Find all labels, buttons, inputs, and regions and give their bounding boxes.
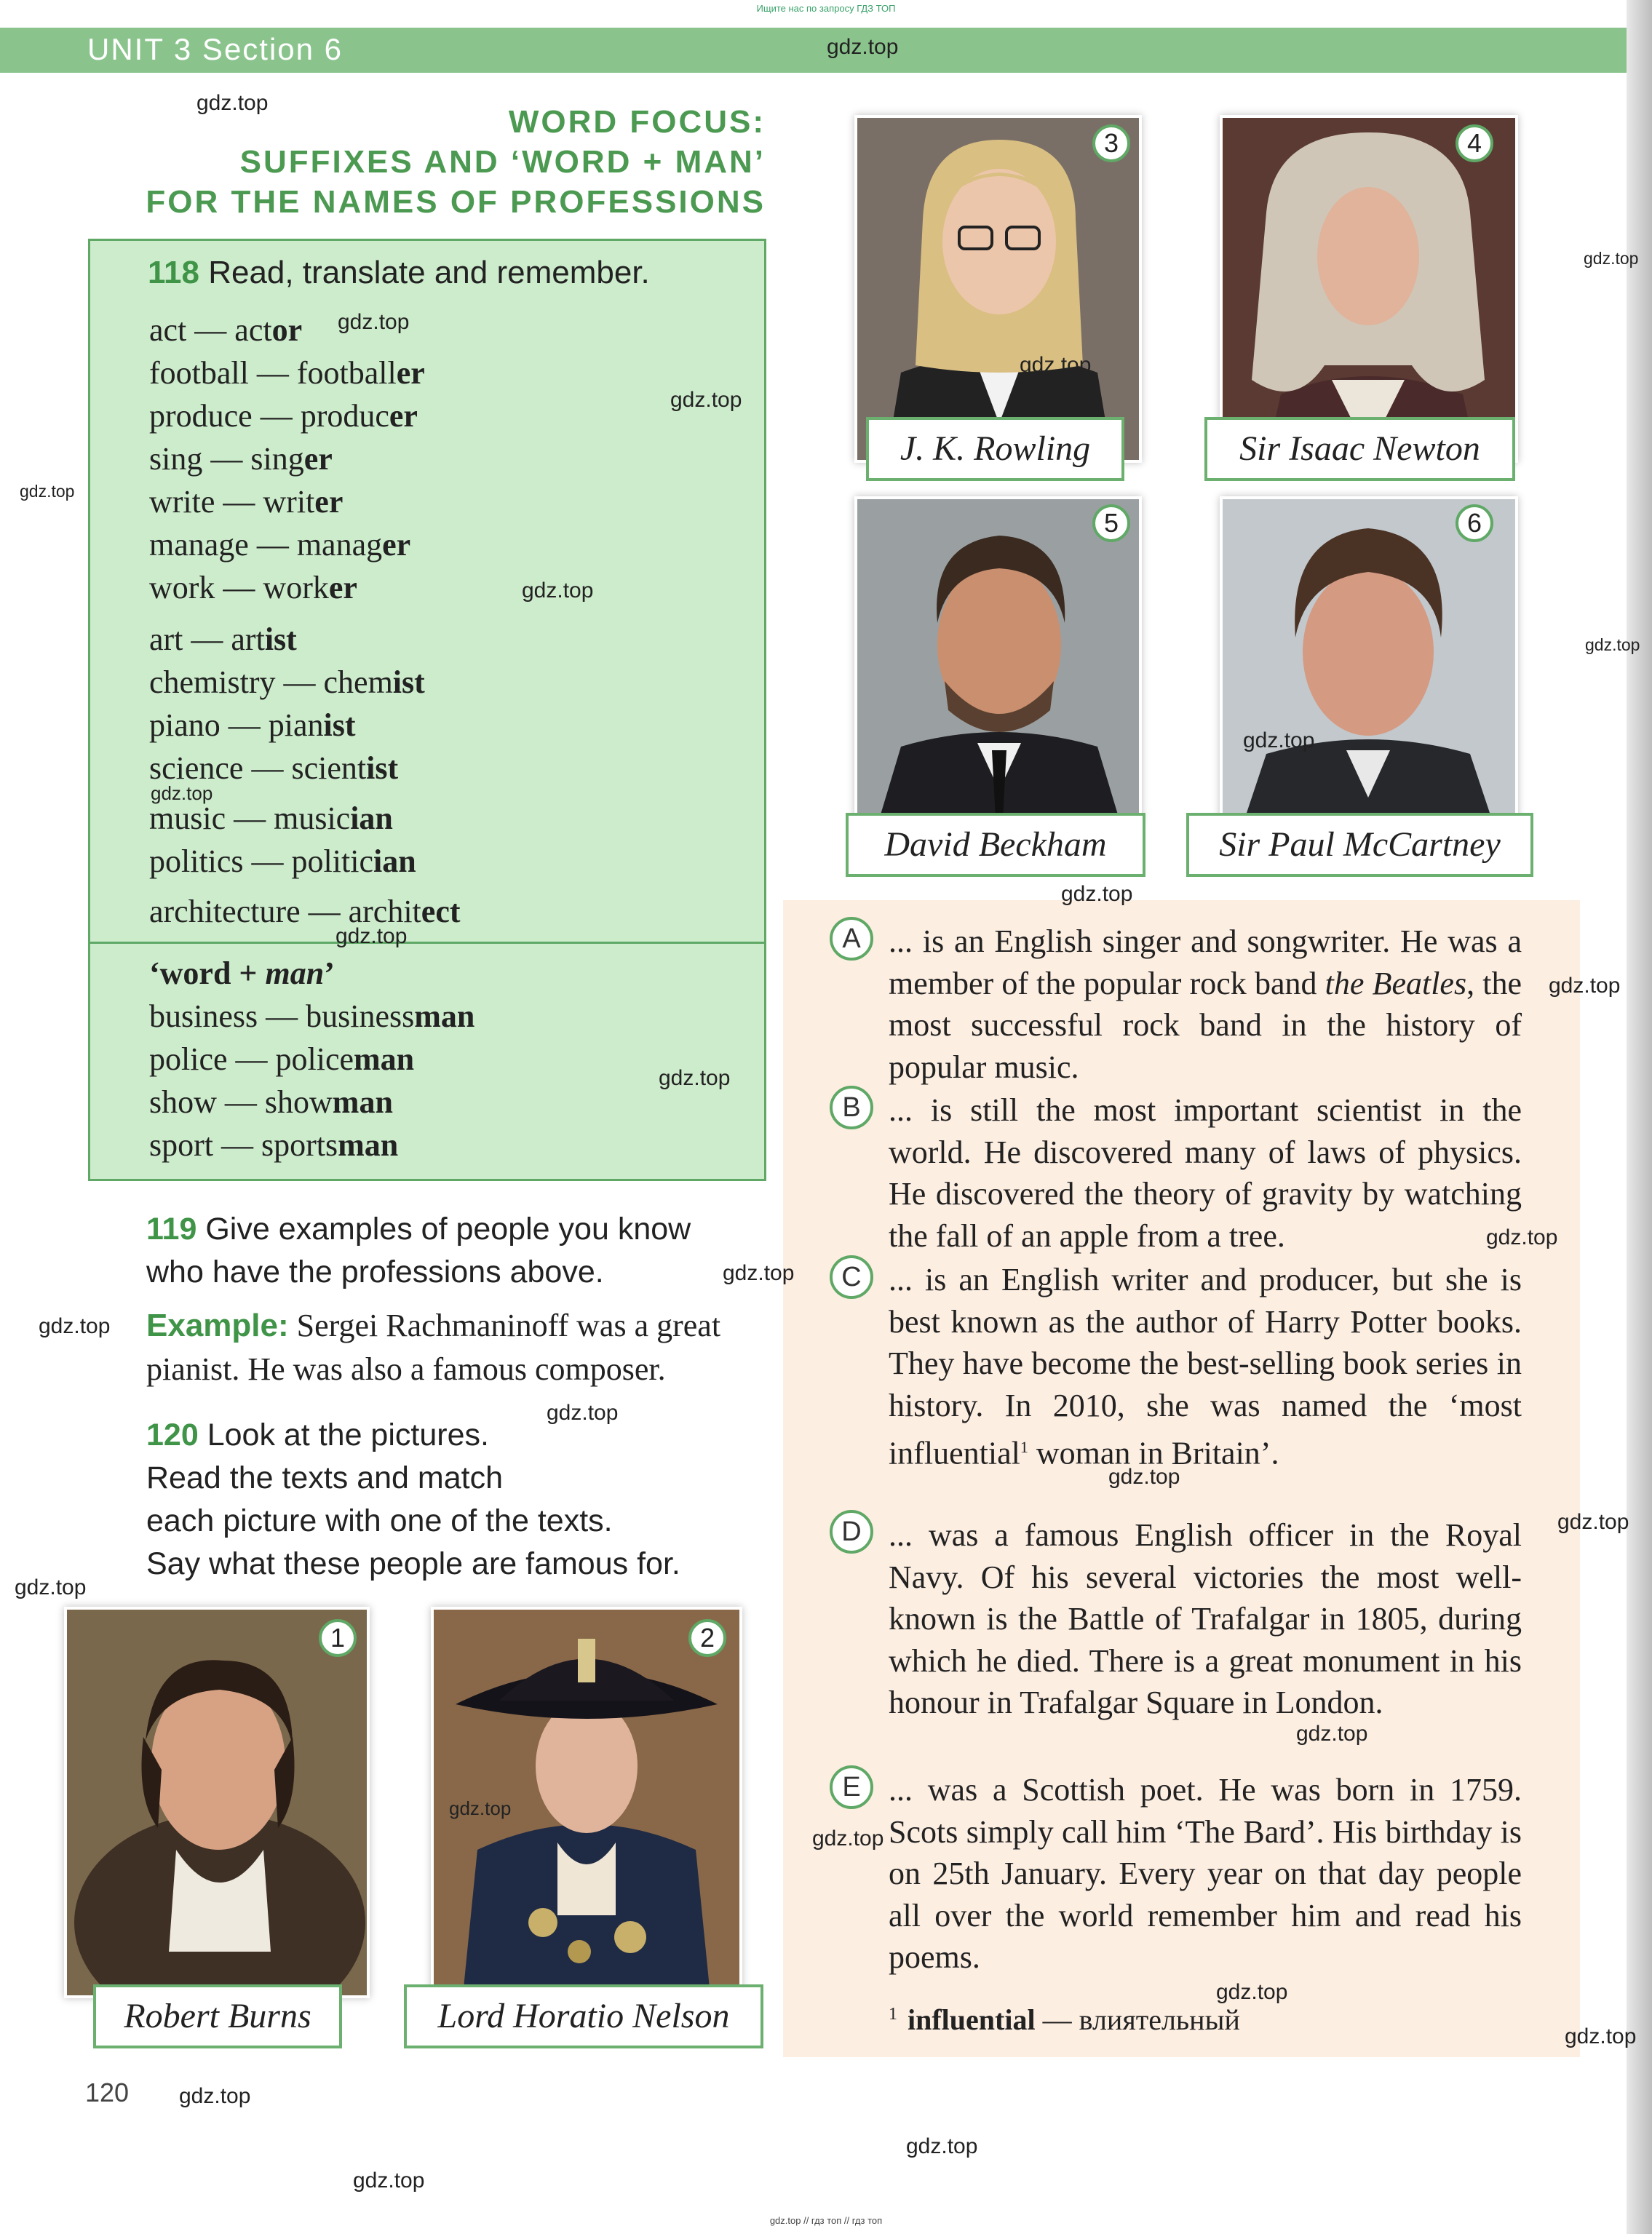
watermark: gdz.top [1565, 2024, 1637, 2048]
exercise-120-line-1: 120 Look at the pictures. [146, 1418, 489, 1452]
watermark: gdz.top [659, 1066, 731, 1090]
word-pair: sing — singer [149, 441, 333, 477]
watermark: gdz.top [1243, 728, 1315, 752]
caption-robert-burns: Robert Burns [93, 1984, 342, 2048]
caption-paul-mccartney: Sir Paul McCartney [1186, 813, 1533, 877]
text-a: ... is an English singer and songwriter. He was a member of the popular rock band the Beatles, the most successful rock band in the history of popular music. [889, 923, 1522, 1085]
portrait-paul-mccartney [1220, 496, 1518, 822]
caption-isaac-newton: Sir Isaac Newton [1204, 417, 1515, 481]
word-pair: science — scientist [149, 750, 399, 786]
portrait-robert-burns [64, 1607, 370, 1998]
page-number: 120 [85, 2078, 130, 2107]
section-heading [146, 102, 766, 222]
word-pair: produce — producer [149, 398, 418, 434]
text-b: ... is still the most important scientist in the world. He discovered many of laws of physics. He discovered the theory of gravity by watching the fall of an apple from a tree. [889, 1092, 1522, 1254]
word-pair: write — writer [149, 484, 343, 520]
example-line-2: pianist. He was also a famous composer. [146, 1351, 666, 1387]
word-man-heading: ‘word + man’ [149, 955, 335, 991]
watermark: gdz.top [1585, 635, 1640, 654]
portrait-david-beckham [854, 496, 1142, 822]
picture-number-badge: 1 [319, 1619, 357, 1657]
heading-line-3: FOR THE NAMES OF PROFESSIONS [146, 184, 766, 220]
watermark: gdz.top [1557, 1510, 1629, 1534]
watermark: gdz.top [1108, 1465, 1180, 1489]
unit-header: UNIT 3 Section 6 [87, 32, 343, 66]
box-divider [88, 942, 766, 944]
text-letter-badge: C [830, 1255, 873, 1299]
watermark: gdz.top [522, 579, 594, 603]
word-pair: police — policeman [149, 1041, 415, 1077]
bottom-notice: gdz.top // гдз топ // гдз топ [769, 2215, 883, 2226]
watermark: gdz.top [547, 1401, 619, 1425]
portrait-jk-rowling [854, 115, 1142, 463]
watermark: gdz.top [906, 2134, 978, 2158]
picture-number-badge: 3 [1092, 124, 1130, 162]
watermark: gdz.top [151, 782, 213, 804]
word-pair: art — artist [149, 621, 297, 657]
exercise-120 [146, 1414, 680, 1586]
watermark: gdz.top [1549, 974, 1621, 998]
text-d: ... was a famous English officer in the Royal Navy. Of his several victories the most well-known is the Battle of Trafalgar in 1805, during which he died. There is a great monument in his honour in Trafalgar Square in London. [889, 1517, 1522, 1720]
word-pair: football — footballer [149, 355, 425, 391]
watermark: gdz.top [1216, 1980, 1288, 2004]
watermark: gdz.top [353, 2169, 425, 2193]
picture-number-badge: 4 [1456, 124, 1493, 162]
word-pair: manage — manager [149, 527, 411, 563]
exercise-120-line-3: each picture with one of the texts. [146, 1503, 613, 1538]
page-edge-shadow [1627, 0, 1652, 2234]
exercise-119 [146, 1208, 691, 1294]
exercise-118-title [148, 255, 650, 291]
text-e: ... was a Scottish poet. He was born in 1759. Scots simply call him ‘The Bard’. His birthday is on 25th January. Every year on that day people all over the world remember him and read his poems. [889, 1772, 1522, 1975]
watermark: gdz.top [723, 1261, 795, 1285]
portrait-isaac-newton [1220, 115, 1518, 463]
exercise-number: 118 [148, 255, 199, 290]
watermark: gdz.top [39, 1314, 111, 1338]
watermark: gdz.top [15, 1575, 87, 1599]
exercise-instruction: Read, translate and remember. [208, 255, 650, 290]
footnote: $^1$ influential — влиятельный [889, 2003, 1240, 2036]
watermark: gdz.top [1296, 1722, 1368, 1746]
heading-line-1: WORD FOCUS: [508, 104, 766, 140]
watermark: gdz.top [812, 1826, 884, 1851]
exercise-120-line-4: Say what these people are famous for. [146, 1546, 680, 1581]
picture-number-badge: 2 [688, 1619, 726, 1657]
suffix-word-list [149, 309, 461, 933]
watermark: gdz.top [670, 388, 742, 412]
exercise-119-line-1: 119 Give examples of people you know [146, 1212, 691, 1247]
top-notice: Ищите нас по запросу ГДЗ ТОП [756, 3, 896, 14]
caption-horatio-nelson: Lord Horatio Nelson [404, 1984, 763, 2048]
word-man-list [149, 952, 474, 1166]
exercise-120-line-2: Read the texts and match [146, 1460, 504, 1495]
word-pair: business — businessman [149, 998, 475, 1034]
unit-header-bar [0, 28, 1627, 73]
text-letter-badge: B [830, 1086, 873, 1129]
word-pair: sport — sportsman [149, 1127, 399, 1163]
word-pair: music — musician [149, 800, 393, 836]
word-pair: work — worker [149, 570, 357, 605]
example-line-1: Example: Sergei Rachmaninoff was a great [146, 1308, 721, 1343]
text-c: ... is an English writer and producer, but she is best known as the author of Harry Potter books. They have become the best-selling book series in history. In 2010, she was named the ‘most influential$^1$ woman in Britain’. [889, 1262, 1522, 1471]
watermark: gdz.top [1061, 882, 1133, 906]
watermark: gdz.top [1584, 249, 1639, 268]
picture-number-badge: 5 [1092, 504, 1130, 542]
watermark: gdz.top [179, 2084, 251, 2108]
caption-jk-rowling: J. K. Rowling [866, 417, 1124, 481]
caption-david-beckham: David Beckham [846, 813, 1145, 877]
watermark: gdz.top [338, 310, 410, 334]
text-letter-badge: E [830, 1765, 873, 1809]
watermark: gdz.top [20, 482, 75, 501]
word-pair: chemistry — chemist [149, 664, 425, 700]
word-pair: politics — politician [149, 843, 416, 879]
watermark: gdz.top [1486, 1225, 1558, 1249]
watermark: gdz.top [449, 1797, 512, 1819]
text-letter-badge: D [830, 1510, 873, 1554]
watermark: gdz.top [1020, 353, 1092, 377]
picture-number-badge: 6 [1456, 504, 1493, 542]
word-pair: act — actor [149, 312, 303, 348]
watermark: gdz.top [196, 91, 269, 115]
exercise-119-line-2: who have the professions above. [146, 1255, 604, 1289]
word-pair: show — showman [149, 1084, 393, 1120]
watermark: gdz.top [827, 35, 899, 59]
watermark: gdz.top [335, 924, 408, 948]
exercise-119-example [146, 1304, 720, 1391]
heading-line-2: SUFFIXES AND ‘WORD + MAN’ [239, 144, 766, 180]
text-letter-badge: A [830, 917, 873, 961]
word-pair: piano — pianist [149, 707, 356, 743]
word-pair: architecture — architect [149, 894, 461, 929]
